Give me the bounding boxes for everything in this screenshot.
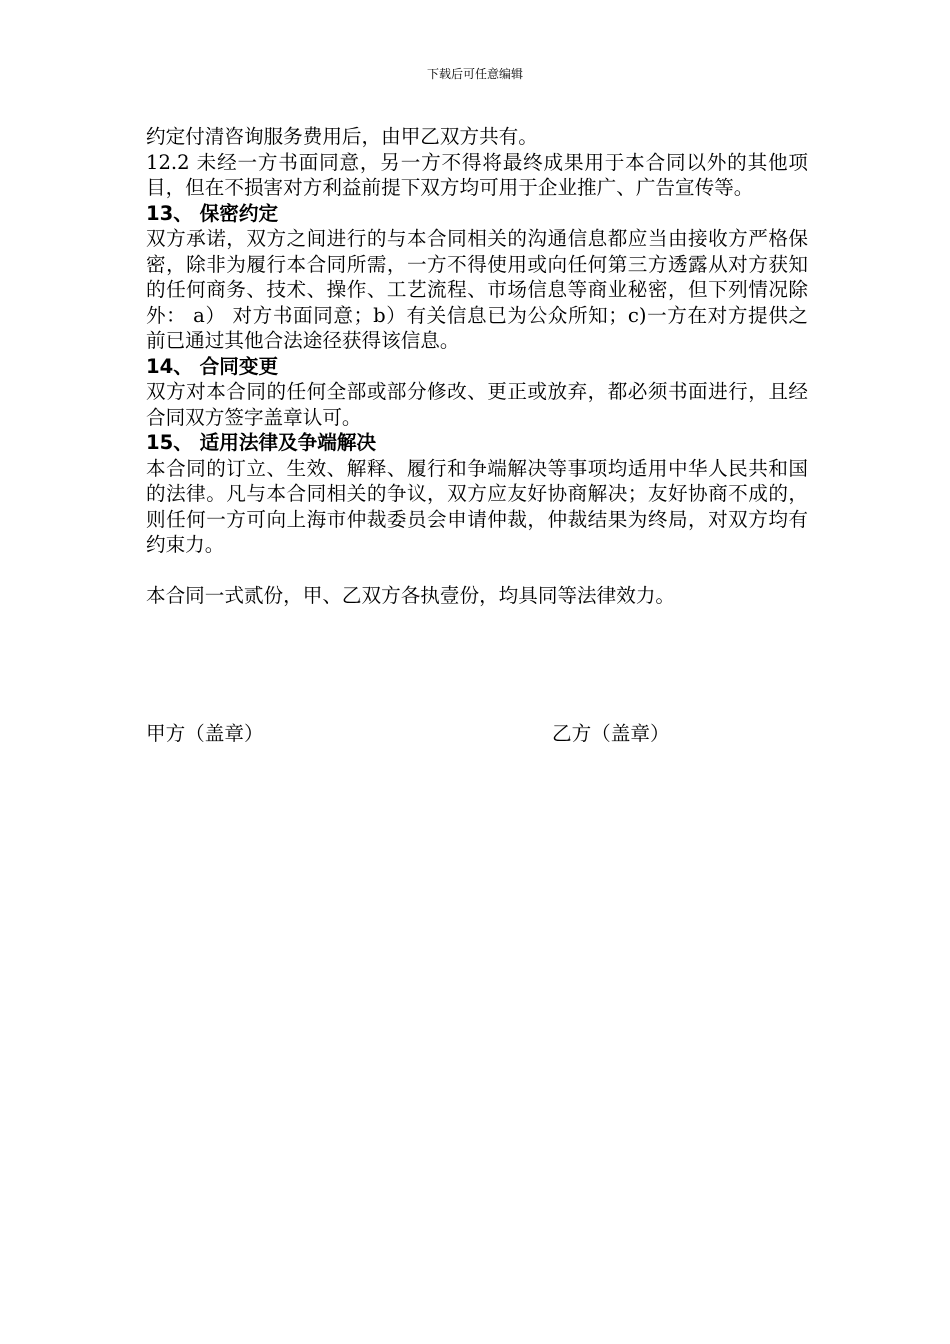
signature-row (146, 721, 808, 747)
clause-13-body: 双方承诺，双方之间进行的与本合同相关的沟通信息都应当由接收方严格保密，除非为履行本合同所需，一方不得使用或向任何第三方透露从对方获知的任何商务、技术、操作、工艺流程、市场信息等商业秘密，但下列情况除外： a） 对方书面同意；b）有关信息已为公众所知；c)一方在对方提供之前已通过其他合法途径获得该信息。 (146, 227, 808, 352)
clause-15-body: 本合同的订立、生效、解释、履行和争端解决等事项均适用中华人民共和国的法律。凡与本合同相关的争议，双方应友好协商解决；友好协商不成的，则任何一方可向上海市仲裁委员会申请仲裁，仲裁结果为终局，对双方均有约束力。 (146, 456, 808, 556)
contract-body (146, 124, 808, 609)
page-header-note: 下载后可任意编辑 (426, 67, 523, 81)
copies-statement: 本合同一式贰份，甲、乙双方各执壹份，均具同等法律效力。 (146, 584, 676, 607)
clause-12-2: 12.2 未经一方书面同意，另一方不得将最终成果用于本合同以外的其他项目，但在不损害对方利益前提下双方均可用于企业推广、广告宣传等。 (146, 150, 808, 199)
clause-15-heading: 15、 适用法律及争端解决 (146, 431, 377, 454)
clause-13-heading: 13、 保密约定 (146, 201, 279, 225)
party-b-seal-label: 乙方（盖章） (552, 722, 670, 745)
clause-12-continuation: 约定付清咨询服务费用后，由甲乙双方共有。 (146, 125, 538, 148)
clause-14-body: 双方对本合同的任何全部或部分修改、更正或放弃，都必须书面进行，且经合同双方签字盖章认可。 (146, 380, 808, 429)
clause-14-heading: 14、 合同变更 (146, 354, 279, 378)
party-a-seal-label: 甲方（盖章） (146, 722, 264, 745)
paragraph-spacer (146, 558, 808, 584)
